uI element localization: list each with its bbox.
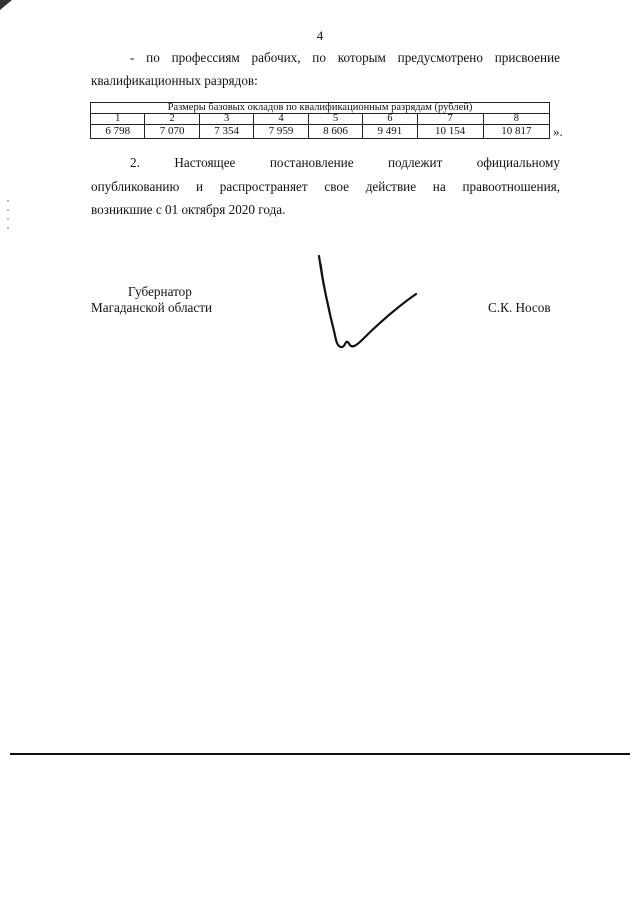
grade-cell: 2: [145, 114, 199, 125]
grade-cell: 8: [483, 114, 549, 125]
page-number: 4: [316, 28, 324, 43]
salary-cell: 6 798: [91, 125, 145, 139]
grade-cell: 4: [254, 114, 308, 125]
paragraph-2-line-1: 2. Настоящее постановление подлежит официальному: [130, 155, 560, 170]
signatory-name: С.К. Носов: [488, 300, 551, 315]
grade-cell: 6: [363, 114, 417, 125]
handwritten-signature: [310, 250, 430, 360]
paragraph-1-line-2: квалификационных разрядов:: [91, 73, 258, 88]
scan-corner-mark: [0, 0, 14, 12]
scan-margin-marks: [6, 200, 10, 230]
paragraph-2-line-3: возникшие с 01 октября 2020 года.: [91, 202, 286, 217]
signatory-region: Магаданской области: [91, 300, 213, 315]
grade-cell: 1: [91, 114, 145, 125]
salary-cell: 10 817: [483, 125, 549, 139]
grade-cell: 7: [417, 114, 483, 125]
footer-rule: [10, 753, 630, 755]
salary-cell: 7 070: [145, 125, 199, 139]
salary-table: [90, 102, 550, 139]
table-salary-row: [91, 125, 550, 139]
salary-cell: 7 959: [254, 125, 308, 139]
paragraph-2-line-2: опубликованию и распространяет свое действие на правоотношения,: [91, 179, 560, 194]
salary-cell: 9 491: [363, 125, 417, 139]
salary-cell: 8 606: [308, 125, 362, 139]
salary-cell: 7 354: [199, 125, 253, 139]
paragraph-1-line-1: - по профессиям рабочих, по которым предусмотрено присвоение: [130, 50, 560, 65]
signatory-title: Губернатор: [128, 284, 192, 299]
grade-cell: 5: [308, 114, 362, 125]
table-caption-row: [91, 103, 550, 114]
table-grade-row: [91, 114, 550, 125]
table-caption: Размеры базовых окладов по квалификационным разрядам (рублей): [91, 103, 550, 114]
salary-cell: 10 154: [417, 125, 483, 139]
grade-cell: 3: [199, 114, 253, 125]
closing-quote: ».: [553, 124, 563, 139]
